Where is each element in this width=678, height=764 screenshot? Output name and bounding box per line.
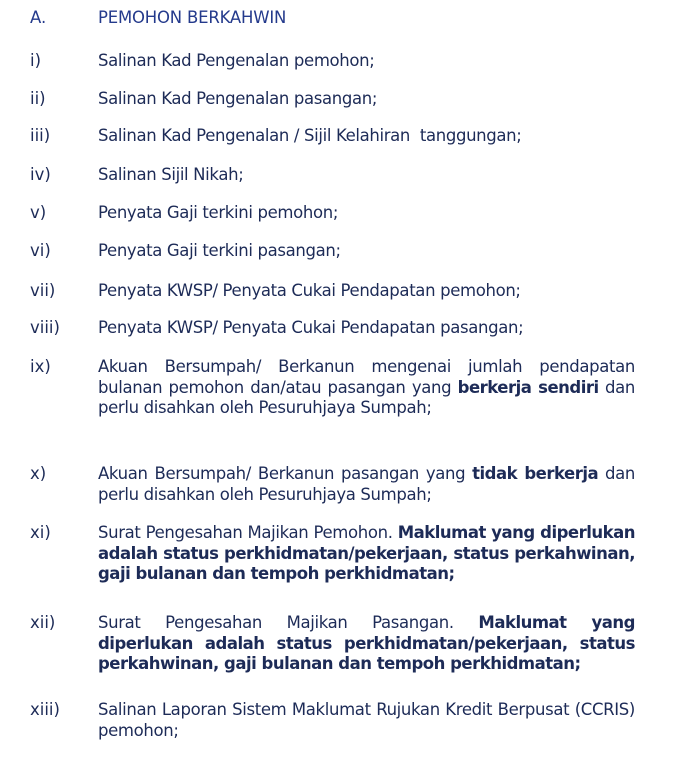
item-text: Penyata Gaji terkini pasangan; (98, 241, 341, 260)
item-text-bold: tidak berkerja (472, 464, 599, 483)
item-text-part: Surat Pengesahan Majikan Pemohon. (98, 523, 398, 542)
item-text-part: Surat Pengesahan Majikan Pasangan. (98, 613, 479, 632)
item-text: Salinan Laporan Sistem Maklumat Rujukan Kredit Berpusat (CCRIS) pemohon; (98, 700, 635, 740)
item-number: i) (30, 51, 42, 70)
item-number: iii) (30, 126, 51, 145)
item-text (98, 523, 635, 585)
item-text: Salinan Sijil Nikah; (98, 165, 244, 184)
section-letter: A. (30, 8, 47, 27)
section-heading (0, 8, 678, 34)
item-number: x) (30, 464, 47, 483)
item-number: vii) (30, 281, 56, 300)
item-number: ii) (30, 89, 46, 108)
item-text-part: dan perlu disahkan oleh Pesuruhjaya Sumpah; (98, 377, 635, 417)
item-number: v) (30, 203, 47, 222)
item-text-part: Akuan Bersumpah/ Berkanun pasangan yang (98, 464, 473, 483)
item-number: ix) (30, 357, 51, 376)
item-text-bold: berkerja sendiri (457, 377, 599, 397)
item-text: Salinan Kad Pengenalan pasangan; (98, 89, 378, 108)
item-text: Penyata KWSP/ Penyata Cukai Pendapatan pasangan; (98, 318, 524, 337)
item-text: Penyata Gaji terkini pemohon; (98, 203, 339, 222)
item-number: xi) (30, 523, 51, 542)
item-text (98, 613, 635, 675)
item-text-part: dan perlu disahkan oleh Pesuruhjaya Sumpah; (98, 464, 636, 504)
item-text: Salinan Kad Pengenalan / Sijil Kelahiran tanggungan; (98, 126, 522, 145)
item-text: Salinan Kad Pengenalan pemohon; (98, 51, 375, 70)
item-number: xiii) (30, 700, 60, 719)
item-text-bold: Maklumat yang diperlukan adalah status perkhidmatan/pekerjaan, status perkahwinan, gaji bulanan dan tempoh perkhidmatan; (98, 613, 635, 673)
item-text (98, 357, 635, 419)
item-number: viii) (30, 318, 60, 337)
item-text (98, 464, 635, 505)
item-number: xii) (30, 613, 56, 632)
item-text-part: Akuan Bersumpah/ Berkanun mengenai jumlah pendapatan bulanan pemohon dan/atau pasangan yang (98, 357, 635, 397)
section-title: PEMOHON BERKAHWIN (98, 8, 287, 27)
item-number: vi) (30, 241, 51, 260)
item-number: iv) (30, 165, 51, 184)
item-text: Penyata KWSP/ Penyata Cukai Pendapatan pemohon; (98, 281, 521, 300)
item-text-bold: Maklumat yang diperlukan adalah status perkhidmatan/pekerjaan, status perkahwinan, gaji bulanan dan tempoh perkhidmatan; (98, 523, 635, 583)
